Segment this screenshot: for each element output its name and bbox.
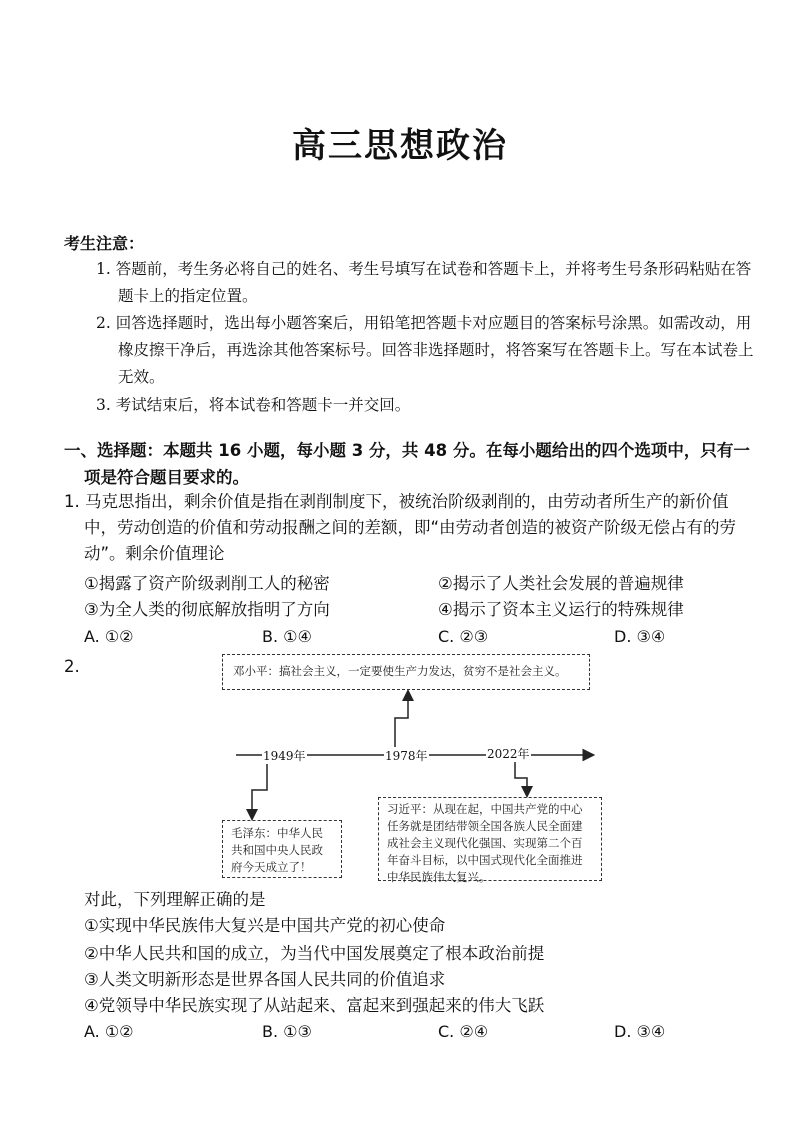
notice-item-1: 1. 答题前，考生务必将自己的姓名、考生号填写在试卷和答题卡上，并将考生号条形码粘贴在答题卡上的指定位置。 bbox=[96, 260, 752, 305]
quote-mao: 毛泽东：中华人民共和国中央人民政府今天成立了！ bbox=[231, 826, 323, 874]
q1-option-d[interactable]: D. ③④ bbox=[614, 627, 666, 646]
q1-option-a[interactable]: A. ①② bbox=[84, 627, 134, 646]
q2-statement-1: ①实现中华民族伟大复兴是中国共产党的初心使命 bbox=[84, 916, 446, 935]
quote-deng: 邓小平：搞社会主义，一定要使生产力发达，贫穷不是社会主义。 bbox=[233, 664, 567, 678]
notice-heading: 考生注意： bbox=[64, 234, 145, 253]
q2-option-c[interactable]: C. ②④ bbox=[438, 1022, 489, 1041]
year-1978: 1978年 bbox=[385, 749, 428, 763]
year-1949: 1949年 bbox=[263, 749, 306, 763]
q2-option-d[interactable]: D. ③④ bbox=[614, 1022, 666, 1041]
notice-item-2: 2. 回答选择题时，选出每小题答案后，用铅笔把答题卡对应题目的答案标号涂黑。如需改动，用橡皮擦干净后，再选涂其他答案标号。回答非选择题时，将答案写在答题卡上。写在本试卷上无效。 bbox=[96, 314, 754, 386]
q2-number: 2. bbox=[64, 657, 80, 676]
quote-box-deng bbox=[222, 654, 590, 690]
q2-statement-3: ③人类文明新形态是世界各国人民共同的价值追求 bbox=[84, 970, 446, 989]
q2-prompt: 对此，下列理解正确的是 bbox=[84, 890, 266, 909]
quote-xi: 习近平：从现在起，中国共产党的中心任务就是团结带领全国各族人民全面建成社会主义现代化强国、实现第二个百年奋斗目标，以中国式现代化全面推进中华民族伟大复兴。 bbox=[387, 802, 583, 884]
q1-stem: 1. 马克思指出，剩余价值是指在剥削制度下，被统治阶级剥削的，由劳动者所生产的新价值中，劳动创造的价值和劳动报酬之间的差额，即“由劳动者创造的被资产阶级无偿占有的劳动”。剩余价值理论 bbox=[64, 492, 737, 563]
quote-box-xi bbox=[378, 797, 602, 884]
q1-statement-4: ④揭示了资本主义运行的特殊规律 bbox=[438, 600, 684, 619]
notice-item-3: 3. 考试结束后，将本试卷和答题卡一并交回。 bbox=[96, 396, 411, 414]
q2-statement-4: ④党领导中华民族实现了从站起来、富起来到强起来的伟大飞跃 bbox=[84, 996, 545, 1015]
page-title: 高三思想政治 bbox=[292, 126, 508, 166]
arrow-1978-up bbox=[395, 692, 408, 755]
q1-statement-3: ③为全人类的彻底解放指明了方向 bbox=[84, 600, 330, 619]
q1-statement-1: ①揭露了资产阶级剥削工人的秘密 bbox=[84, 574, 330, 593]
q2-statement-2: ②中华人民共和国的成立，为当代中国发展奠定了根本政治前提 bbox=[84, 944, 545, 963]
q2-option-b[interactable]: B. ①③ bbox=[262, 1022, 312, 1041]
year-2022: 2022年 bbox=[487, 747, 530, 761]
q1-statement-2: ②揭示了人类社会发展的普遍规律 bbox=[438, 574, 684, 593]
q1-option-b[interactable]: B. ①④ bbox=[262, 627, 312, 646]
arrow-2022-down bbox=[515, 762, 527, 795]
q2-option-a[interactable]: A. ①② bbox=[84, 1022, 134, 1041]
quote-box-mao bbox=[222, 820, 342, 878]
arrow-1949-down bbox=[252, 762, 267, 818]
section-heading: 一、选择题：本题共 16 小题，每小题 3 分，共 48 分。在每小题给出的四个选项中，只有一项是符合题目要求的。 bbox=[64, 441, 750, 487]
q1-option-c[interactable]: C. ②③ bbox=[438, 627, 489, 646]
